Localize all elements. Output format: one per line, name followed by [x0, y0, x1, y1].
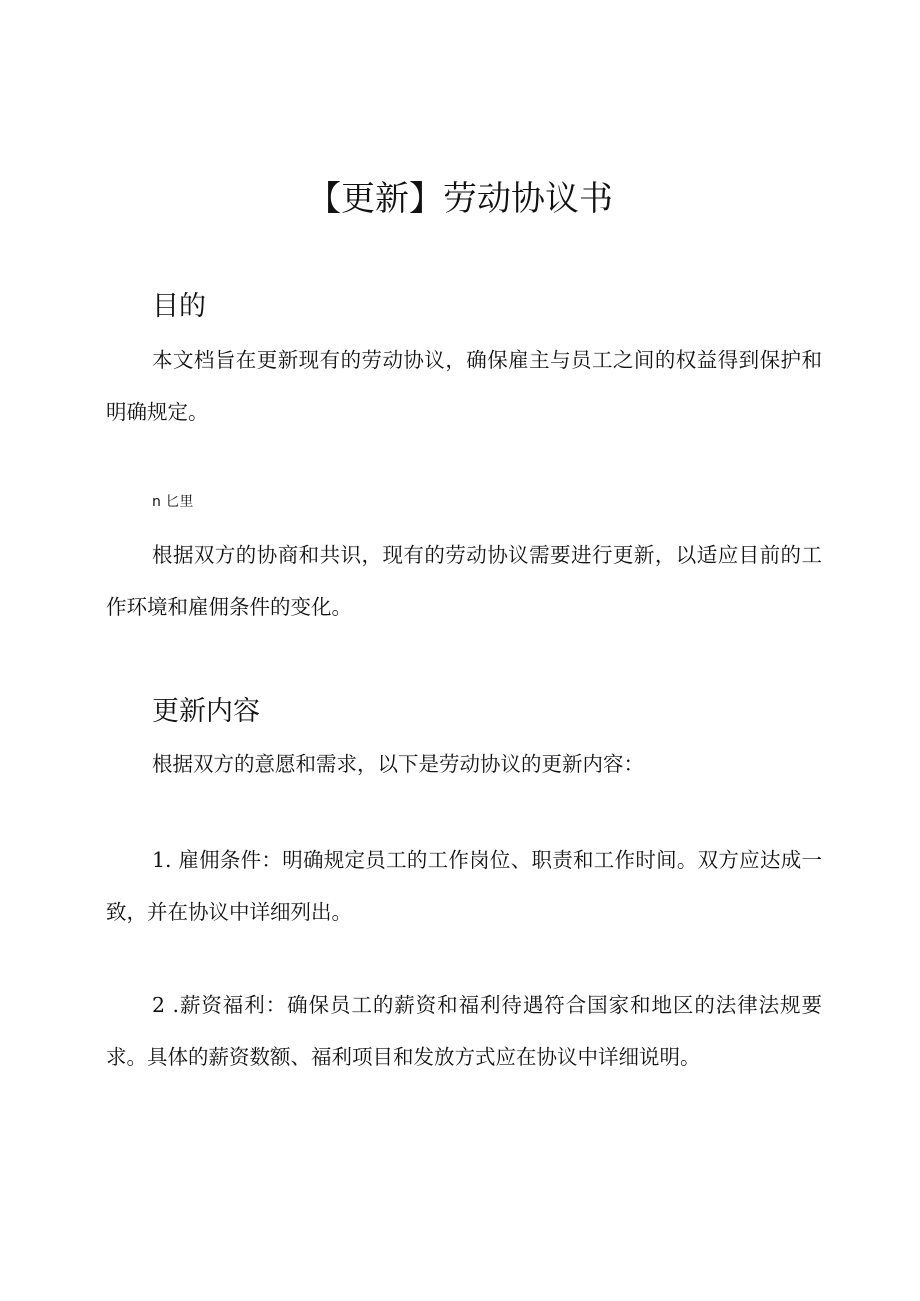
paragraph-purpose: 本文档旨在更新现有的劳动协议，确保雇主与员工之间的权益得到保护和明确规定。: [106, 348, 822, 424]
paragraph-update-intro: 根据双方的意愿和需求，以下是劳动协议的更新内容：: [152, 752, 644, 776]
document-title: 【更新】劳动协议书: [307, 179, 613, 219]
section-heading-purpose: 目的: [152, 291, 206, 322]
paragraph-background: 根据双方的协商和共识，现有的劳动协议需要进行更新，以适应目前的工作环境和雇佣条件的变化。: [106, 543, 822, 619]
section-label-background: n 匕里: [152, 494, 194, 510]
list-item-salary-benefits: 2 .薪资福利：确保员工的薪资和福利待遇符合国家和地区的法律法规要求。具体的薪资数额、福利项目和发放方式应在协议中详细说明。: [106, 993, 822, 1069]
list-item-employment-terms: 1. 雇佣条件：明确规定员工的工作岗位、职责和工作时间。双方应达成一致，并在协议中详细列出。: [106, 848, 822, 924]
section-heading-update-content: 更新内容: [152, 696, 260, 727]
